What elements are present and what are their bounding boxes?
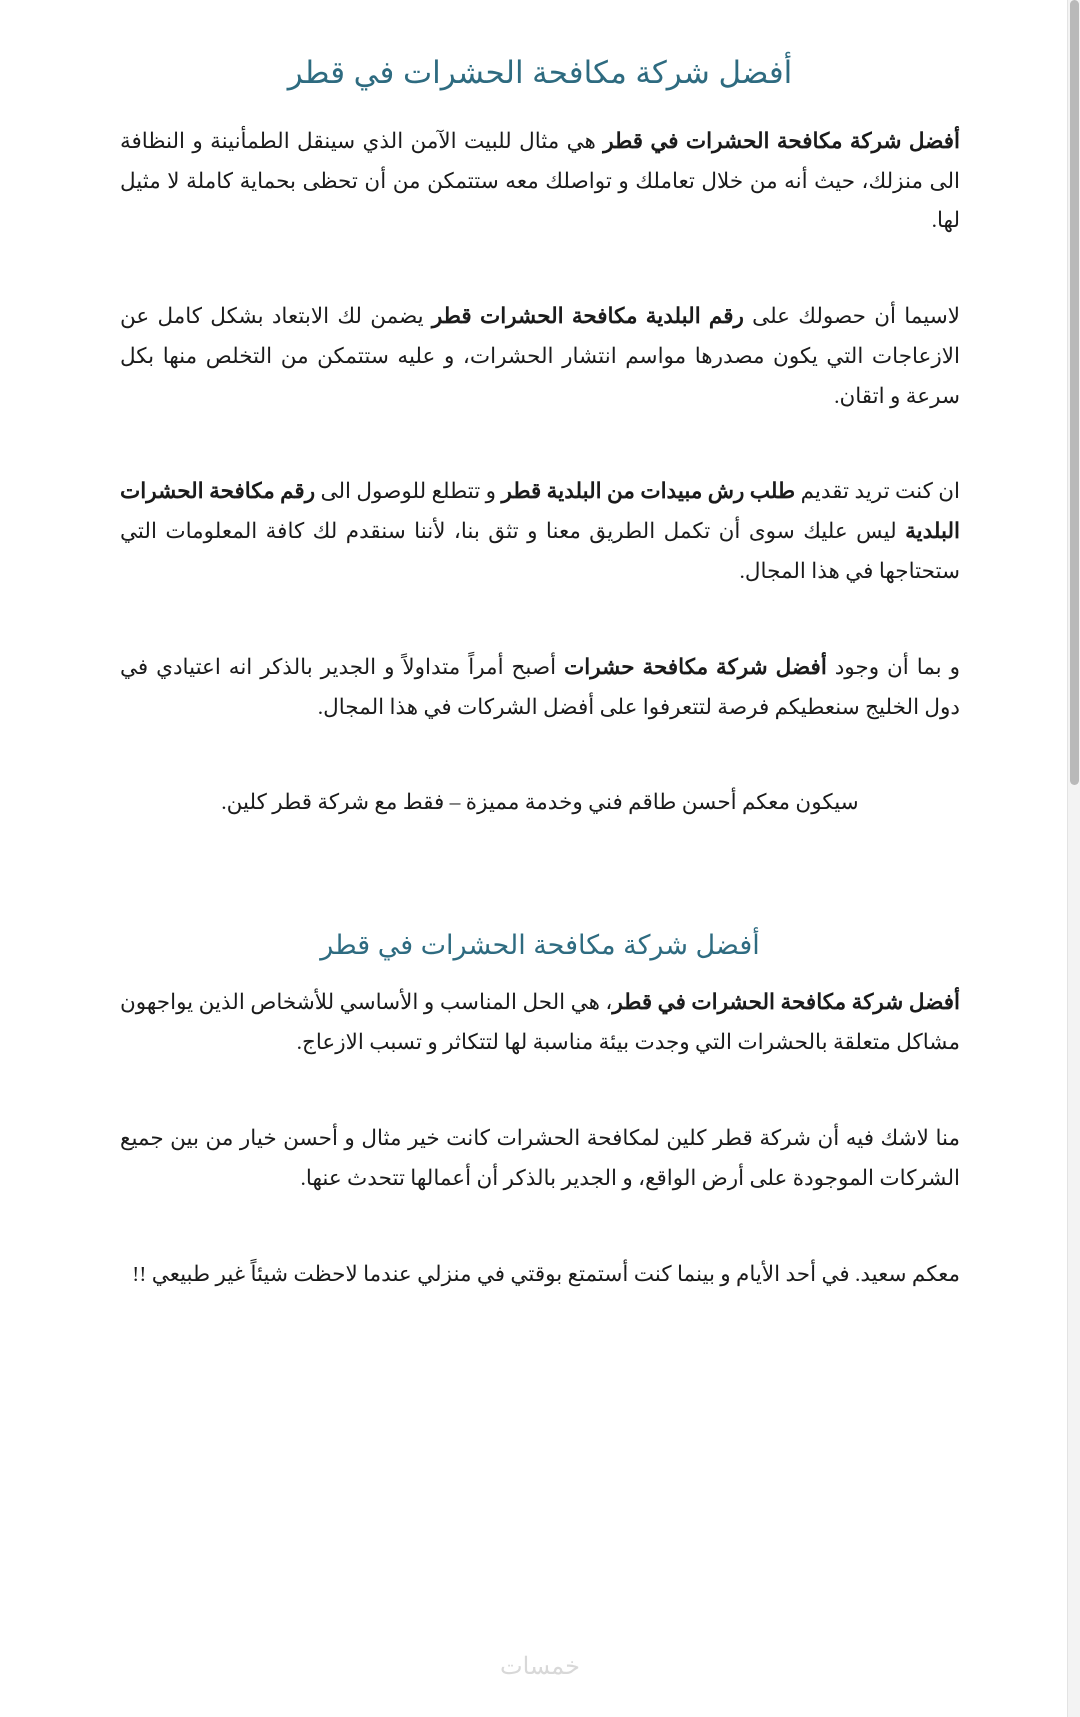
paragraph-1: أفضل شركة مكافحة الحشرات في قطر هي مثال للبيت الآمن الذي سينقل الطمأنينة و النظافة الى منزلك، حيث أنه من خلال تعاملك و تواصلك معه ستتمكن من أن تحظى بحماية كاملة لا مثيل لها. [120,128,960,233]
paragraph-3: ان كنت تريد تقديم طلب رش مبيدات من البلدية قطر و تتطلع للوصول الى رقم مكافحة الحشرات البلدية ليس عليك سوى أن تكمل الطريق معنا و تثق بنا، لأننا سنقدم لك كافة المعلومات التي ستحتاجها في هذا المجال. [120,479,960,583]
vertical-scrollbar[interactable] [1067,0,1080,1717]
paragraph-5: سيكون معكم أحسن طاقم فني وخدمة مميزة – فقط مع شركة قطر كلين. [221,790,859,815]
scrollbar-thumb[interactable] [1070,0,1079,785]
paragraph-4: و بما أن وجود أفضل شركة مكافحة حشرات أصبح أمراً متداولاً و الجدير بالذكر انه اعتيادي في دول الخليج سنعطيكم فرصة لتتعرفوا على أفضل الشركات في هذا المجال. [120,654,960,719]
document-content [120,0,960,1294]
page-title: أفضل شركة مكافحة الحشرات في قطر [287,55,793,90]
section-title: أفضل شركة مكافحة الحشرات في قطر [320,930,760,961]
section-paragraph-1: أفضل شركة مكافحة الحشرات في قطر، هي الحل المناسب و الأساسي للأشخاص الذين يواجهون مشاكل متعلقة بالحشرات التي وجدت بيئة مناسبة لها لتتكاثر و تسبب الازعاج. [120,990,960,1055]
page-left-edge [0,0,4,1717]
paragraph-2: لاسيما أن حصولك على رقم البلدية مكافحة الحشرات قطر يضمن لك الابتعاد بشكل كامل عن الازعاجات التي يكون مصدرها مواسم انتشار الحشرات، و عليه ستتمكن من التخلص منها بكل سرعة و اتقان. [120,304,960,408]
section-spacer [120,879,960,909]
section-paragraph-2: منا لاشك فيه أن شركة قطر كلين لمكافحة الحشرات كانت خير مثال و أحسن خيار من بين جميع الشركات الموجودة على أرض الواقع، و الجدير بالذكر أن أعمالها تتحدث عنها. [120,1126,960,1190]
watermark: خمسات [499,1653,581,1680]
section-paragraph-3: معكم سعيد. في أحد الأيام و بينما كنت أستمتع بوقتي في منزلي عندما لاحظت شيئاً غير طبيعي !! [132,1261,960,1286]
